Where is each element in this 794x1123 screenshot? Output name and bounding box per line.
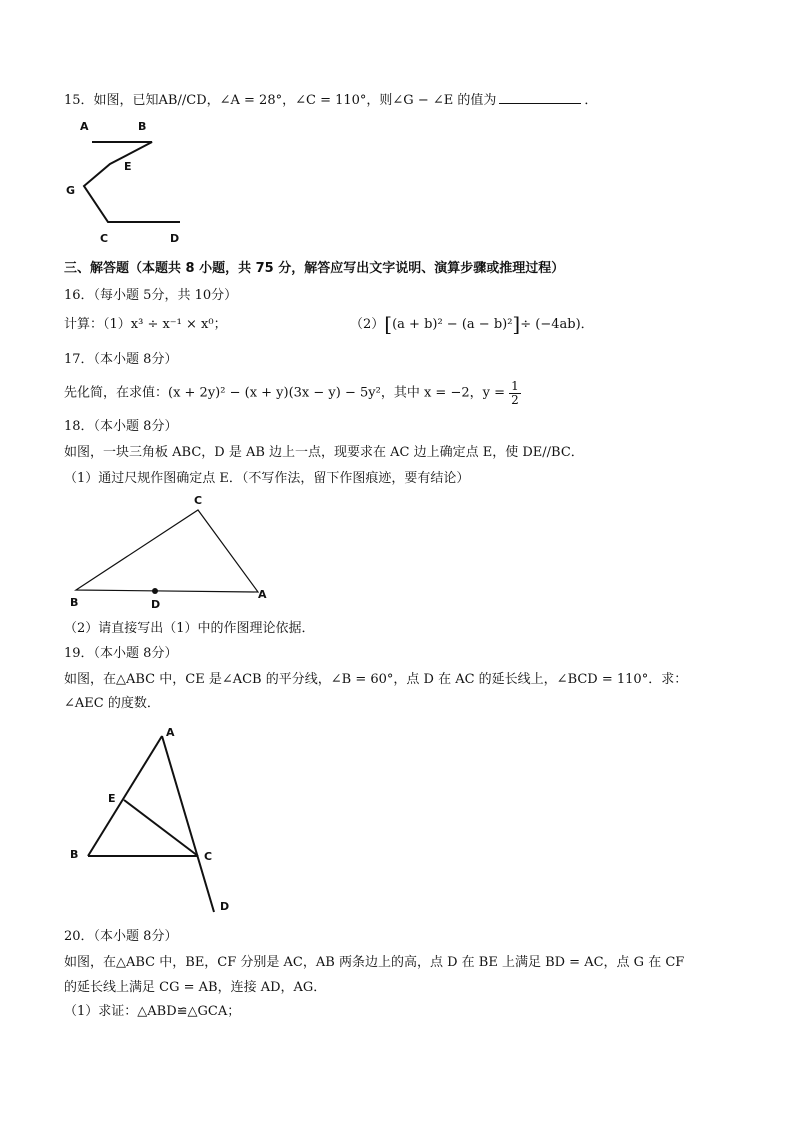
- q17-fraction: [509, 380, 521, 407]
- q19-label-c: C: [204, 850, 213, 863]
- q18-figure: [62, 492, 282, 616]
- q19-label-a: A: [166, 726, 175, 739]
- q20-body1: 如图，在△ABC 中，BE，CF 分别是 AC，AB 两条边上的高，点 D 在 BE 上满足 BD = AC，点 G 在 CF: [64, 955, 685, 970]
- q19-label-e: E: [108, 792, 116, 805]
- q18-label-c: C: [194, 494, 203, 507]
- q15-suffix: ．: [584, 93, 598, 108]
- q15-label-d: D: [170, 232, 180, 245]
- q16-header: 16．（每小题 5分，共 10分）: [64, 288, 238, 303]
- q18-label-d: D: [151, 598, 161, 611]
- q19-figure: [62, 722, 242, 916]
- q19-body2: ∠AEC 的度数．: [64, 696, 160, 711]
- q18-label-b: B: [70, 596, 79, 609]
- q16-part2-suffix: ÷ (−4ab)．: [520, 317, 594, 332]
- q20-body2: 的延长线上满足 CG = AB，连接 AD，AG．: [64, 980, 327, 995]
- q19-side-ab: [88, 736, 162, 856]
- q19-body1: 如图，在△ABC 中，CE 是∠ACB 的平分线，∠B = 60°，点 D 在 AC 的延长线上，∠BCD = 110°．求：: [64, 672, 688, 687]
- q18-triangle: [76, 510, 258, 592]
- q18-body: 如图，一块三角板 ABC，D 是 AB 边上一点，现要求在 AC 边上确定点 E，使 DE//BC．: [64, 445, 584, 460]
- q17-header: 17．（本小题 8分）: [64, 352, 178, 367]
- section3-title: 三、解答题（本题共 8 小题，共 75 分，解答应写出文字说明、演算步骤或推理过程）: [64, 261, 565, 276]
- q15-prefix: 15．如图，已知: [64, 93, 159, 108]
- q18-header: 18．（本小题 8分）: [64, 419, 178, 434]
- q15-label-a: A: [80, 120, 89, 133]
- q17-body: [64, 380, 521, 407]
- q16-part2-expr: (a + b)² − (a − b)²: [392, 317, 513, 332]
- q15-figure: [60, 114, 200, 250]
- q17-frac-num: 1: [511, 379, 519, 393]
- q15-polyline: [84, 142, 180, 222]
- q20-header: 20．（本小题 8分）: [64, 929, 178, 944]
- q19-header: 19．（本小题 8分）: [64, 646, 178, 661]
- q17-frac-den: 2: [511, 393, 519, 407]
- q19-label-b: B: [70, 848, 79, 861]
- q18-label-a: A: [258, 588, 267, 601]
- q16-part2: （2）[(a + b)² − (a − b)²]÷ (−4ab)．: [350, 312, 594, 336]
- q20-part1: （1）求证：△ABD≌△GCA；: [64, 1004, 241, 1019]
- q15-label-b: B: [138, 120, 147, 133]
- q16-part2-prefix: （2）: [350, 317, 385, 332]
- q18-part1: （1）通过尺规作图确定点 E．（不写作法，留下作图痕迹，要有结论）: [64, 471, 470, 486]
- q16-part1: 计算：（1）x³ ÷ x⁻¹ × x⁰；: [64, 317, 227, 332]
- q15-text: [64, 91, 597, 110]
- q15-label-c: C: [100, 232, 109, 245]
- q15-label-e: E: [124, 160, 132, 173]
- q15-expression: AB//CD，∠A = 28°，∠C = 110°，则∠G − ∠E 的值为: [158, 93, 497, 108]
- q15-label-g: G: [66, 184, 76, 197]
- q19-label-d: D: [220, 900, 230, 913]
- q19-bisector-ce: [124, 800, 198, 856]
- q19-line-ad: [162, 736, 214, 912]
- q18-part2: （2）请直接写出（1）中的作图理论依据．: [64, 621, 315, 636]
- q15-answer-blank[interactable]: [499, 91, 581, 104]
- q17-body-text: 先化简，在求值：(x + 2y)² − (x + y)(3x − y) − 5y²，其中 x = −2，y =: [64, 385, 505, 401]
- q18-point-d: [152, 588, 158, 594]
